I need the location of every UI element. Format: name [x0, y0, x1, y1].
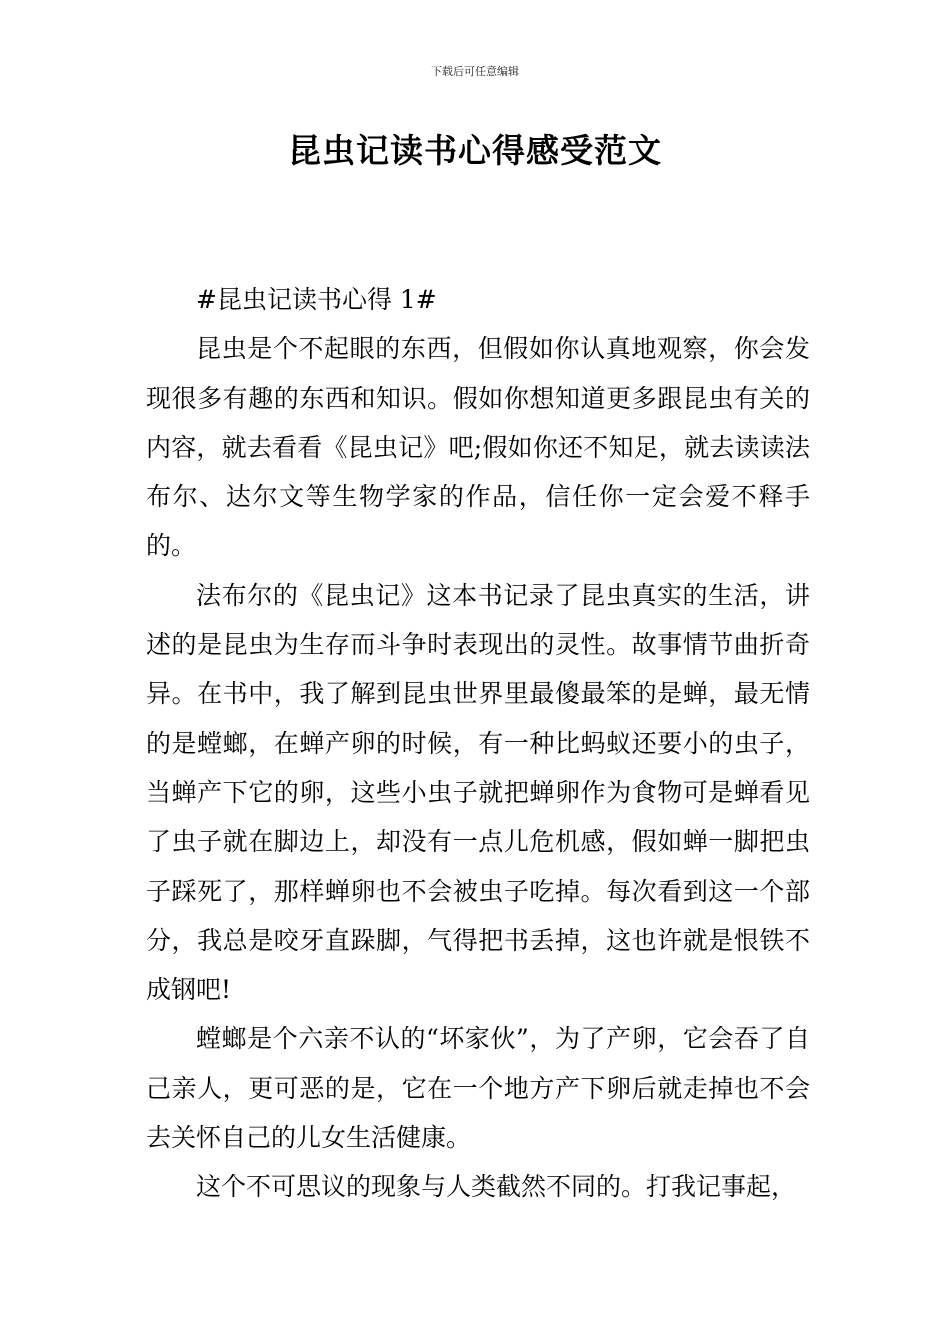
page-header-note: 下载后可任意编辑 — [431, 65, 519, 78]
paragraph-3: 螳螂是个六亲不认的“坏家伙”，为了产卵，它会吞了自己亲人，更可恶的是，它在一个地方产下卵后就走掉也不会去关怀自己的儿女生活健康。 — [146, 1024, 810, 1153]
document-title: 昆虫记读书心得感受范文 — [288, 131, 662, 170]
document-body — [146, 275, 810, 1212]
paragraph-1: 昆虫是个不起眼的东西，但假如你认真地观察，你会发现很多有趣的东西和知识。假如你想知道更多跟昆虫有关的内容，就去看看《昆虫记》吧;假如你还不知足，就去读读法布尔、达尔文等生物学家的作品，信任你一定会爱不释手的。 — [146, 334, 810, 561]
section-heading: #昆虫记读书心得 1# — [196, 285, 437, 314]
paragraph-2: 法布尔的《昆虫记》这本书记录了昆虫真实的生活，讲述的是昆虫为生存而斗争时表现出的灵性。故事情节曲折奇异。在书中，我了解到昆虫世界里最傻最笨的是蝉，最无情的是螳螂，在蝉产卵的时候，有一种比蚂蚁还要小的虫子，当蝉产下它的卵，这些小虫子就把蝉卵作为食物可是蝉看见了虫子就在脚边上，却没有一点儿危机感，假如蝉一脚把虫子踩死了，那样蝉卵也不会被虫子吃掉。每次看到这一个部分，我总是咬牙直跺脚，气得把书丢掉，这也许就是恨铁不成钢吧! — [146, 580, 810, 1005]
paragraph-4: 这个不可思议的现象与人类截然不同的。打我记事起， — [196, 1172, 797, 1202]
